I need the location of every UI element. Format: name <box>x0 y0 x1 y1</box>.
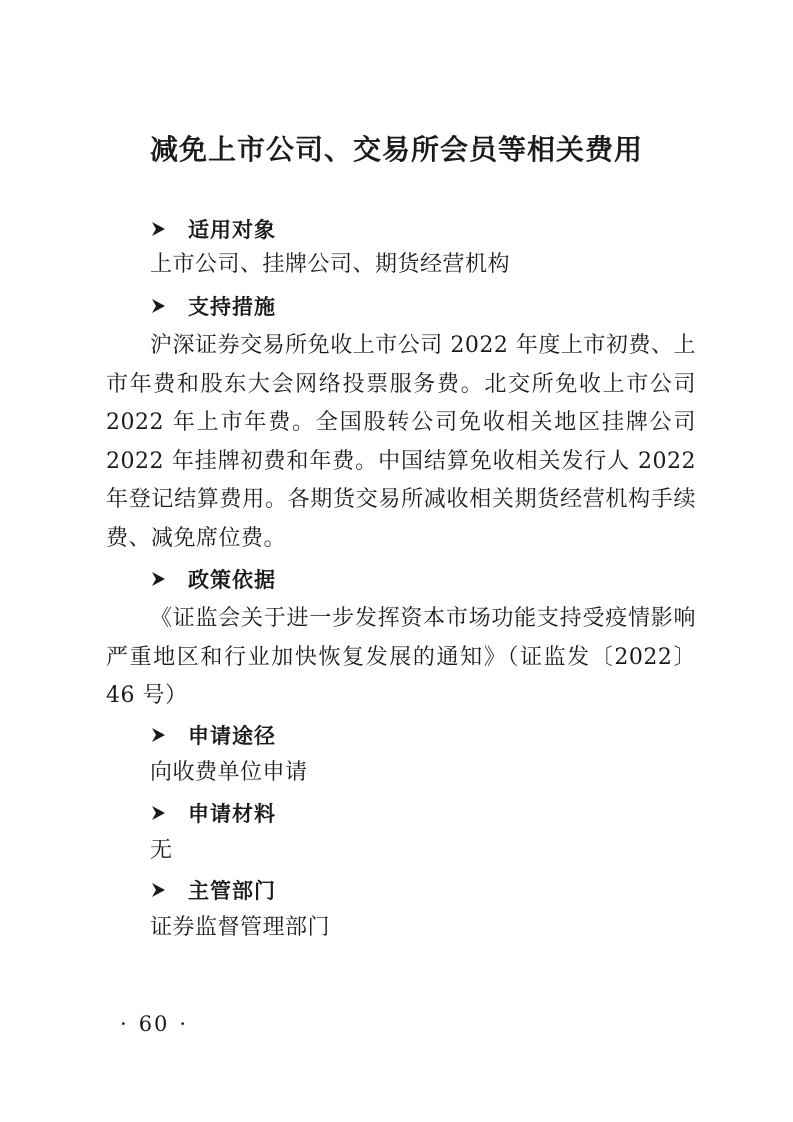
section-heading-label: 主管部门 <box>188 879 276 903</box>
arrow-bullet-icon <box>150 805 166 821</box>
section-heading-label: 适用对象 <box>188 218 276 242</box>
section-body: 上市公司、挂牌公司、期货经营机构 <box>150 252 511 277</box>
section-heading-label: 申请材料 <box>188 802 276 826</box>
section-heading <box>106 873 696 907</box>
arrow-bullet-icon <box>150 298 166 314</box>
section-policy-basis <box>106 562 696 716</box>
arrow-bullet-icon <box>150 882 166 898</box>
section-application-materials <box>106 796 696 871</box>
section-body: 《证监会关于进一步发挥资本市场功能支持受疫情影响严重地区和行业加快恢复发展的通知》（证监发〔2022〕46 号） <box>106 606 696 708</box>
section-competent-department <box>106 873 696 948</box>
section-heading-label: 申请途径 <box>188 724 276 748</box>
page-footer <box>110 1012 198 1036</box>
section-applicable-targets <box>106 212 696 285</box>
arrow-bullet-icon <box>150 221 166 237</box>
footer-dot-left: · <box>120 1012 129 1036</box>
section-heading <box>106 796 696 830</box>
arrow-bullet-icon <box>150 571 166 587</box>
section-heading <box>106 562 696 596</box>
footer-dot-right: · <box>179 1012 189 1036</box>
section-body: 无 <box>150 838 173 863</box>
section-body: 向收费单位申请 <box>150 760 308 785</box>
section-heading-label: 支持措施 <box>188 295 276 319</box>
section-application-channel <box>106 718 696 793</box>
section-body: 证券监督管理部门 <box>150 915 331 940</box>
section-heading <box>106 212 696 246</box>
section-heading <box>106 289 696 323</box>
page-number: 60 <box>138 1012 170 1036</box>
section-support-measures <box>106 289 696 558</box>
arrow-bullet-icon <box>150 727 166 743</box>
section-heading-label: 政策依据 <box>188 568 276 592</box>
page-title: 减免上市公司、交易所会员等相关费用 <box>149 133 643 166</box>
section-heading <box>106 718 696 752</box>
section-body: 沪深证券交易所免收上市公司 2022 年度上市初费、上市年费和股东大会网络投票服务费。北交所免收上市公司 2022 年上市年费。全国股转公司免收相关地区挂牌公司 2022 年挂牌初费和年费。中国结算免收相关发行人 2022 年登记结算费用。各期货交易所减收相关期货经营机构手续费、减免席位费。 <box>106 333 696 551</box>
